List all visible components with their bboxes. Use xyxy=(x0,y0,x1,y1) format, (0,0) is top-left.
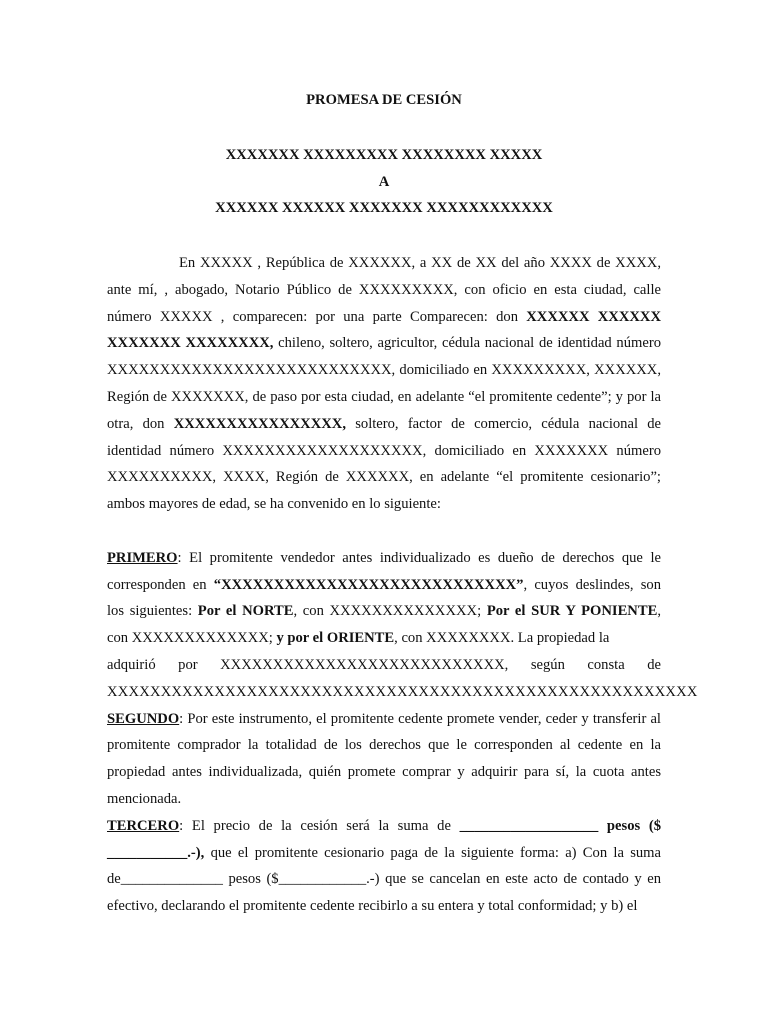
clause-primero xyxy=(107,545,661,652)
word-de: de xyxy=(647,656,661,673)
paragraph-gap xyxy=(107,518,661,545)
party-line-2: XXXXXX XXXXXX XXXXXXX XXXXXXXXXXXX xyxy=(215,200,553,217)
tercero-text-b: que el promitente cesionario paga de la siguiente forma: a) Con la suma de______________ pesos ($____________.-) que se cancelan en este acto de contado y en efectivo, declarando el promitente cedente recibirlo a su entera y total conformidad; y b) el xyxy=(107,844,661,915)
primero-registry-line: XXXXXXXXXXXXXXXXXXXXXXXXXXXXXXXXXXXXXXXXXXXXXXXXXXXXXXX xyxy=(107,683,698,700)
primero-text-a: : El promitente vendedor antes individualizado es dueño de derechos que le corresponden en xyxy=(107,549,661,593)
clause-segundo-heading: SEGUNDO xyxy=(107,710,180,727)
primero-text-c: , con XXXXXXXXXXXXXX; xyxy=(293,603,487,620)
price-blank: ___________________ pesos ($ ___________.-), xyxy=(107,817,662,861)
tercero-text-a: : El precio de la cesión será la suma de xyxy=(179,817,460,834)
intro-text-a: En XXXXX , República de XXXXXX, a XX de XX del año XXXX de XXXX, ante mí, , abogado, Notario Público de XXXXXXXXX, con oficio en esta ciudad, calle número XXXXX , comparecen: por una parte Comparecen: don xyxy=(107,255,661,325)
intro-text-b: chileno, soltero, agricultor, cédula nacional de identidad número XXXXXXXXXXXXXXXXXXXXXXXXXXX, domiciliado en XXXXXXXXX, XXXXXX, Región de XXXXXXX, de paso por esta ciudad, en adelante “el promitente cedente”; y por la otra, don xyxy=(107,335,662,432)
clause-primero-heading: PRIMERO xyxy=(107,549,178,566)
party-connector: A xyxy=(378,173,390,190)
parties-block xyxy=(0,146,768,226)
property-name: “XXXXXXXXXXXXXXXXXXXXXXXXXXXX” xyxy=(213,576,524,593)
primero-text-e: , con XXXXXXXX. La propiedad la xyxy=(394,630,610,647)
document-body xyxy=(107,250,698,920)
primero-text-d: , con XXXXXXXXXXXXX; xyxy=(107,603,661,647)
clause-tercero-heading: TERCERO xyxy=(107,817,180,834)
boundary-sur-poniente: Por el SUR Y PONIENTE xyxy=(486,603,658,620)
word-consta: consta xyxy=(587,656,625,673)
cesionario-name: XXXXXXXXXXXXXXXX, xyxy=(173,415,346,432)
primero-text-b: , cuyos deslindes, son los siguientes: xyxy=(107,576,661,620)
clause-segundo xyxy=(107,706,661,813)
word-por: por xyxy=(178,656,198,673)
boundary-oriente: ORIENTE xyxy=(326,630,395,647)
intro-paragraph xyxy=(107,250,661,518)
cedente-name: XXXXXX XXXXXX XXXXXXX XXXXXXXX, xyxy=(107,308,662,352)
acquisition-source: XXXXXXXXXXXXXXXXXXXXXXXXXXX, xyxy=(220,656,509,673)
primero-acquisition-line xyxy=(107,652,661,679)
clause-tercero xyxy=(107,813,661,920)
word-segun: según xyxy=(530,656,565,673)
boundary-norte: Por el NORTE xyxy=(197,603,294,620)
document-title: PROMESA DE CESIÓN xyxy=(306,92,462,108)
intro-text-c: soltero, factor de comercio, cédula nacional de identidad número XXXXXXXXXXXXXXXXXXX, domiciliado en XXXXXXX número XXXXXXXXXX, XXXX, Región de XXXXXX, en adelante “el promitente cesionario”; ambos mayores de edad, se ha convenido en lo siguiente: xyxy=(107,415,662,513)
word-adquirio: adquirió xyxy=(107,656,156,673)
boundary-oriente-prefix: y por el xyxy=(276,630,327,647)
party-line-1: XXXXXXX XXXXXXXXX XXXXXXXX XXXXX xyxy=(225,147,543,163)
segundo-text: : Por este instrumento, el promitente cedente promete vender, ceder y transferir al promitente comprador la totalidad de los derechos que le corresponden al cedente en la propiedad antes individualizada, quién promete comprar y adquirir para sí, la cuota antes mencionada. xyxy=(107,710,661,807)
